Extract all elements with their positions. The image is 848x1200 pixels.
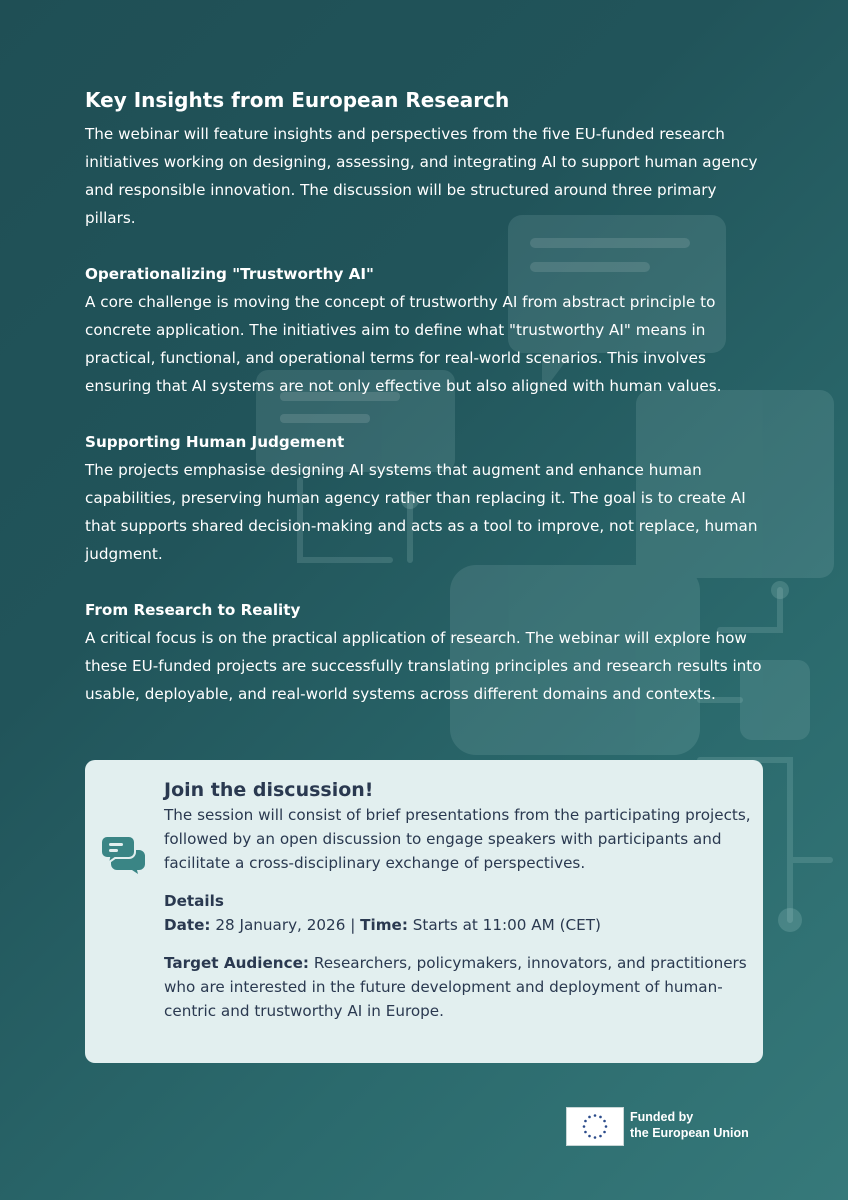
eu-star xyxy=(605,1125,608,1128)
eu-star xyxy=(603,1120,606,1123)
date-value: 28 January, 2026 xyxy=(215,916,346,934)
pillar-title: From Research to Reality xyxy=(85,601,301,619)
intro-paragraph: The webinar will feature insights and perspectives from the five EU-funded research initiatives working on designing, assessing, and integrating AI to support human agency and responsible innovation. The discussion will be structured around three primary pillars. xyxy=(85,125,758,227)
callout-title: Join the discussion! xyxy=(164,779,374,801)
funded-line-1: Funded by xyxy=(630,1110,694,1124)
eu-star xyxy=(584,1131,587,1134)
pillar-body: A core challenge is moving the concept of trustworthy AI from abstract principle to concrete application. The initiatives aim to define what "trustworthy AI" means in practical, functional, and operational terms for real-world scenarios. This involves ensuring that AI systems are not only effective but also aligned with human values. xyxy=(85,293,722,395)
details-heading: Details xyxy=(164,892,224,910)
pillar-section xyxy=(85,596,765,708)
date-time-line xyxy=(164,913,754,937)
eu-flag-icon xyxy=(566,1107,624,1146)
audience-value: Researchers, policymakers, innovators, and practitioners who are interested in the future development and deployment of human-centric and trustworthy AI in Europe. xyxy=(164,954,747,1020)
eu-star xyxy=(583,1125,586,1128)
eu-star xyxy=(603,1131,606,1134)
funded-line-2: the European Union xyxy=(630,1126,749,1140)
join-discussion-card xyxy=(85,760,763,1063)
funded-by-text xyxy=(630,1109,749,1141)
pillar-title: Supporting Human Judgement xyxy=(85,433,345,451)
eu-star xyxy=(588,1135,591,1138)
pillar-section xyxy=(85,260,765,400)
separator: | xyxy=(350,916,356,934)
eu-funding-logo xyxy=(566,1107,756,1145)
pillar-title: Operationalizing "Trustworthy AI" xyxy=(85,265,374,283)
card-body xyxy=(164,777,754,1023)
eu-star xyxy=(599,1116,602,1119)
audience-label: Target Audience: xyxy=(164,954,309,972)
eu-star xyxy=(599,1135,602,1138)
date-label: Date: xyxy=(164,916,211,934)
eu-star xyxy=(584,1120,587,1123)
callout-body: The session will consist of brief presentations from the participating projects, followed by an open discussion to engage speakers with participants and facilitate a cross-disciplinary exchange of perspectives. xyxy=(164,806,751,872)
pillar-section xyxy=(85,428,765,568)
eu-star xyxy=(588,1116,591,1119)
pillar-body: The projects emphasise designing AI systems that augment and enhance human capabilities, preserving human agency rather than replacing it. The goal is to create AI that supports shared decision-making and acts as a tool to improve, not replace, human judgment. xyxy=(85,461,758,563)
audience-line xyxy=(164,951,754,1023)
pillar-body: A critical focus is on the practical application of research. The webinar will explore how these EU-funded projects are successfully translating principles and research results into usable, deployable, and real-world systems across different domains and contexts. xyxy=(85,629,762,703)
chat-bubbles-icon xyxy=(101,834,147,874)
page-title: Key Insights from European Research xyxy=(85,88,510,112)
time-value: Starts at 11:00 AM (CET) xyxy=(412,916,601,934)
main-content xyxy=(85,86,765,708)
time-label: Time: xyxy=(360,916,408,934)
eu-star xyxy=(594,1114,597,1117)
eu-star xyxy=(594,1136,597,1139)
